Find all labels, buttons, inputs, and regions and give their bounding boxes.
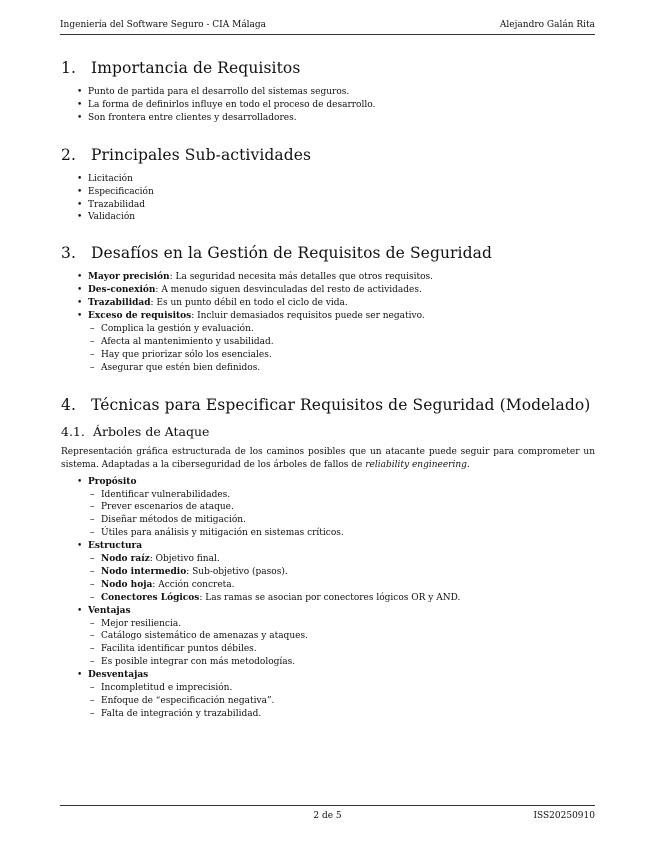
sub-list-item: – Diseñar métodos de mitigación. [88,514,595,527]
subsection-title: Árboles de Ataque [93,423,210,439]
page-number: 2 de 5 [313,811,342,821]
sub-list-item: – Enfoque de “especificación negativa”. [88,695,595,708]
section-2-heading [61,145,595,165]
sub-list-item: – Falta de integración y trazabilidad. [88,708,595,721]
subsection-number: 4.1. [61,423,85,439]
header-course: Ingeniería del Software Seguro - CIA Málaga [60,20,267,30]
list-item-desventajas: • Desventajas – Incompletitud e imprecisión. – Enfoque de “especificación negativa”. – Falta de integración y trazabilidad. [61,669,595,721]
list-item: • La forma de definirlos influye en todo el proceso de desarrollo. [61,99,595,112]
section-3-heading [61,243,595,263]
section-title: Principales Sub-actividades [91,145,312,164]
section-2-list [61,173,595,225]
sub-list [88,553,595,605]
section-number: 1. [61,59,76,77]
list-item: • Trazabilidad: Es un punto débil en todo el ciclo de vida. [61,297,595,310]
sub-list [88,682,595,721]
list-item: • Licitación [61,173,595,186]
page-header [60,19,595,31]
list-item-estructura: • Estructura – Nodo raíz: Objetivo final. – Nodo intermedio: Sub-objetivo (pasos). – Nodo hoja: Acción concreta. – Conectores Lógicos: Las ramas se asocian por conectores lógicos OR y AND. [61,540,595,605]
section-1-list [61,86,595,125]
list-item-ventajas: • Ventajas – Mejor resiliencia. – Catálogo sistemático de amenazas y ataques. – Facilita identificar puntos débiles. – Es posible integrar con más metodologías. [61,605,595,670]
sub-list-item: – Mejor resiliencia. [88,618,595,631]
sub-list-item: – Identificar vulnerabilidades. [88,489,595,502]
list-item: • Punto de partida para el desarrollo del sistemas seguros. [61,86,595,99]
section-title: Desafíos en la Gestión de Requisitos de Seguridad [91,244,492,263]
sub-list-item: – Afecta al mantenimiento y usabilidad. [88,336,595,349]
sub-list-item: – Hay que priorizar sólo los esenciales. [88,349,595,362]
section-number: 2. [61,145,76,164]
list-item: • Exceso de requisitos: Incluir demasiados requisitos puede ser negativo. – Complica la gestión y evaluación. – Afecta al mantenimiento y usabilidad. – Hay que priorizar sólo los esenciales. – Asegurar que estén bien definidos. [61,310,595,375]
section-number: 4. [61,395,76,414]
sub-list-item: – Nodo raíz: Objetivo final. [88,553,595,566]
page-content [61,58,595,721]
section-3-list [61,271,595,374]
sub-list-item: – Nodo intermedio: Sub-objetivo (pasos). [88,566,595,579]
sub-list [88,618,595,670]
list-item: • Des-conexión: A menudo siguen desvinculadas del resto de actividades. [61,284,595,297]
list-item: • Son frontera entre clientes y desarrolladores. [61,112,595,125]
list-item: • Especificación [61,186,595,199]
document-code: ISS20250910 [533,811,595,821]
attack-trees-list [61,476,595,721]
sub-list-item: – Asegurar que estén bien definidos. [88,362,595,375]
sub-list-item: – Nodo hoja: Acción concreta. [88,579,595,592]
list-item: • Trazabilidad [61,199,595,212]
sub-list-item: – Es posible integrar con más metodologías. [88,656,595,669]
sub-list-item: – Útiles para análisis y mitigación en sistemas críticos. [88,527,595,540]
list-item: • Validación [61,211,595,224]
sub-list [88,489,595,541]
section-title: Importancia de Requisitos [91,59,301,77]
sub-list-item: – Catálogo sistemático de amenazas y ataques. [88,630,595,643]
subsection-4-1-heading [61,424,595,440]
header-rule [60,34,595,35]
list-item: • Mayor precisión: La seguridad necesita más detalles que otros requisitos. [61,271,595,284]
section-4-heading [61,395,595,415]
header-author: Alejandro Galán Rita [499,20,595,30]
section-number: 3. [61,244,76,263]
sub-list [88,323,595,375]
sub-list-item: – Incompletitud e imprecisión. [88,682,595,695]
section-1-heading [61,58,595,78]
section-title: Técnicas para Especificar Requisitos de Seguridad (Modelado) [91,395,591,414]
sub-list-item: – Conectores Lógicos: Las ramas se asocian por conectores lógicos OR y AND. [88,592,595,605]
subsection-paragraph: Representación gráfica estructurada de los caminos posibles que un atacante puede seguir para comprometer un sistema. Adaptadas a la ciberseguridad de los árboles de fallos de reliability engineering. [61,446,595,470]
sub-list-item: – Prever escenarios de ataque. [88,501,595,514]
sub-list-item: – Complica la gestión y evaluación. [88,323,595,336]
list-item-proposito: • Propósito – Identificar vulnerabilidades. – Prever escenarios de ataque. – Diseñar métodos de mitigación. – Útiles para análisis y mitigación en sistemas críticos. [61,476,595,541]
sub-list-item: – Facilita identificar puntos débiles. [88,643,595,656]
footer-rule [60,805,595,806]
